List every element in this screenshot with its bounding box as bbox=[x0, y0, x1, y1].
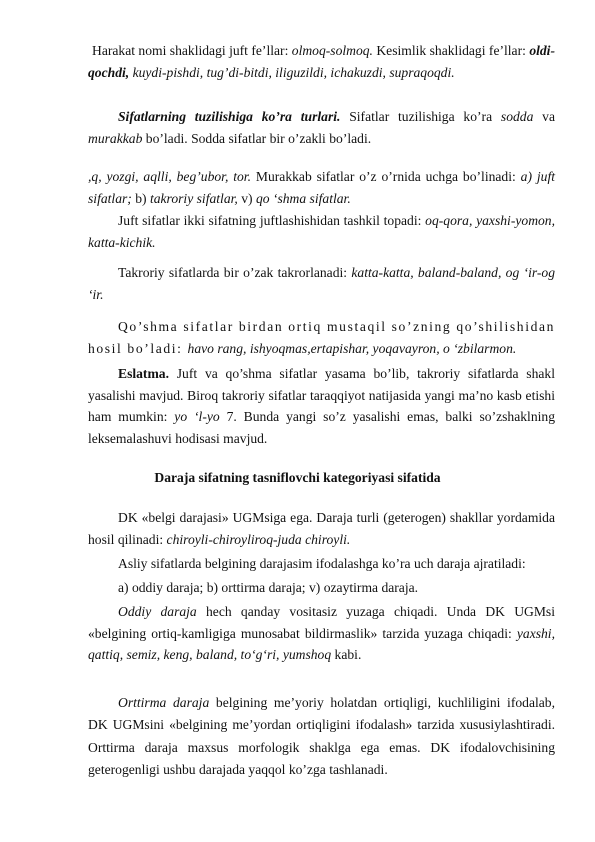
example-italic: ,q, yozgi, aqlli, beg’ubor, tor. bbox=[88, 169, 251, 184]
text: va bbox=[533, 109, 556, 124]
text: Sifatlar tuzilishiga ko’ra bbox=[340, 109, 501, 124]
text: b) bbox=[131, 190, 150, 206]
paragraph-juft-sifatlar bbox=[88, 210, 555, 253]
note-label: Eslatma. bbox=[118, 366, 169, 381]
term-italic: sodda bbox=[500, 109, 534, 124]
text: Takroriy sifatlarda bir o’zak takrorlanadi: bbox=[118, 265, 352, 280]
text: Kesimlik shaklidagi fe’llar: bbox=[372, 43, 530, 58]
example-italic: kuydi-pishdi, tug’di-bitdi, iliguzildi, ichakuzdi, supraqoqdi. bbox=[129, 64, 455, 80]
text: Asliy sifatlarda belgining darajasim ifodalashga ko’ra uch daraja ajratiladi: bbox=[118, 556, 526, 571]
paragraph-oddiy bbox=[88, 601, 555, 666]
text: kabi. bbox=[331, 647, 362, 663]
text: Juft va qo’shma sifatlar yasama bo’lib, takroriy sifatlarda shakl yasalishi mavjud. Biroq takroriy sifatlar taraqqiyot natijasida yangi ma’no kasb etishi ham mumkin: bbox=[88, 366, 555, 425]
section-heading: Daraja sifatning tasniflovchi kategoriyasi sifatida bbox=[154, 470, 441, 485]
section-title: Sifatlarning tuzilishiga ko’ra turlari. bbox=[118, 109, 341, 124]
text: belgining me’yoriy holatdan ortiqligi, kuchliligini ifodalab, DK UGMsini «belgining me’yordan ortiqligini ifodalash» tarzida xususiylashtiradi. Orttirma daraja maxsus morfologik shaklga ega emas. DK ifodalovchisining geterogenligi ushbu darajada yaqqol ko’zga tashlanadi. bbox=[88, 695, 555, 778]
paragraph-daraja-list bbox=[88, 577, 555, 599]
example-italic: oq-qora, yaxshi-yomon, katta-kichik. bbox=[88, 213, 556, 250]
example-bold-italic: oldi-qochdi, bbox=[88, 43, 555, 80]
text: bo’ladi. Sodda sifatlar bir o’zakli bo’ladi. bbox=[142, 130, 372, 146]
paragraph-tuzilish bbox=[88, 106, 555, 149]
example-italic: yaxshi, qattiq, semiz, keng, baland, to‘g‘ri, yumshoq bbox=[88, 625, 555, 663]
term-italic: Orttirma daraja bbox=[118, 695, 210, 710]
term-italic: qo ‘shma sifatlar. bbox=[255, 190, 351, 206]
paragraph-juft-fellar bbox=[88, 40, 555, 83]
text: DK «belgi darajasi» UGMsiga ega. Daraja turli (geterogen) shakllar yordamida hosil qilinadi: bbox=[88, 510, 555, 547]
text: Qo’shma sifatlar birdan ortiq mustaqil so’zning qo’shilishidan hosil bo’ladi: bbox=[88, 319, 555, 356]
text: Juft sifatlar ikki sifatning juftlashishidan tashkil topadi: bbox=[118, 213, 426, 228]
term-italic: Oddiy daraja bbox=[118, 604, 197, 619]
term-italic: murakkab bbox=[88, 130, 143, 146]
example-italic: olmoq-solmoq. bbox=[291, 43, 373, 58]
example-italic: katta-katta, baland-baland, og ‘ir-og ‘ir. bbox=[88, 265, 555, 302]
example-italic: havo rang, ishyoqmas,ertapishar, yoqavayron, o ‘zbilarmon. bbox=[187, 340, 517, 356]
text: 7. Bunda yangi so’z yasalishi emas, balki so’zshaklning leksemalashuvi hodisasi mavjud. bbox=[88, 409, 555, 446]
term-italic: a) juft sifatlar; bbox=[88, 169, 555, 206]
paragraph-asliy bbox=[88, 553, 555, 575]
paragraph-eslatma bbox=[88, 363, 555, 449]
text: Harakat nomi shaklidagi juft fe’llar: bbox=[92, 43, 292, 58]
text: Murakkab sifatlar o’z o’rnida uchga bo’linadi: bbox=[251, 169, 521, 184]
term-italic: takroriy sifatlar, bbox=[149, 190, 238, 206]
text: a) oddiy daraja; b) orttirma daraja; v) ozaytirma daraja. bbox=[118, 580, 419, 595]
paragraph-dk bbox=[88, 507, 555, 550]
example-italic: chiroyli-chiroyliroq-juda chiroyli. bbox=[166, 531, 351, 547]
text: hech qanday vositasiz yuzaga chiqadi. Unda DK UGMsi «belgining ortiq-kamligiga munosabat bildirmaslik» tarzida yuzaga chiqadi: bbox=[88, 604, 555, 641]
paragraph-orttirma bbox=[88, 692, 555, 782]
example-italic: yo ‘l-yo bbox=[174, 409, 220, 425]
paragraph-murakkab bbox=[88, 166, 555, 209]
paragraph-takroriy bbox=[88, 262, 555, 305]
text: v) bbox=[237, 190, 256, 206]
paragraph-qoshma bbox=[88, 316, 555, 359]
